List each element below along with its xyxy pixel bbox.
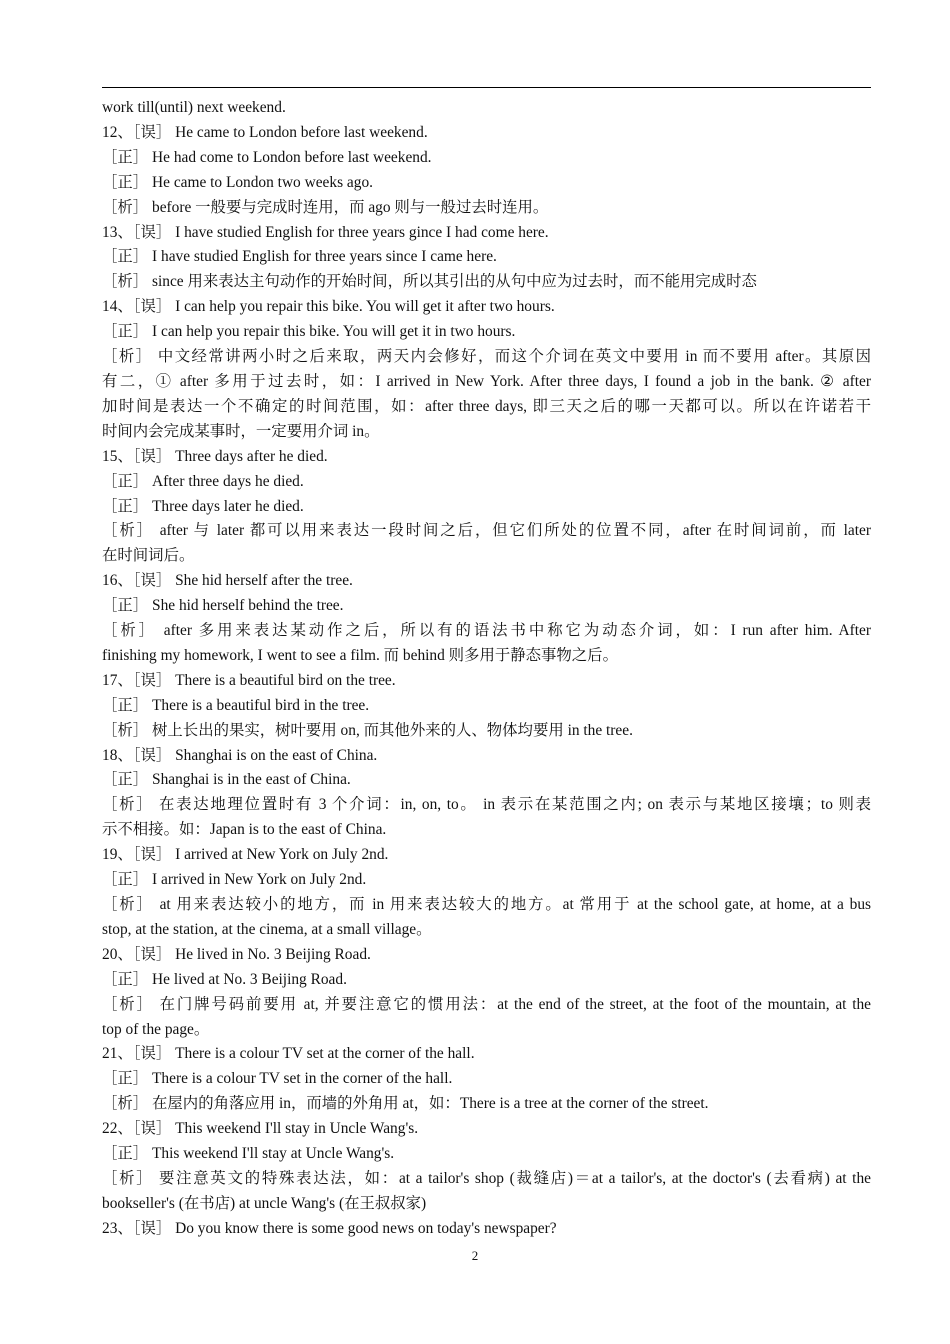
text-line: ［正］ There is a colour TV set in the corner of the hall.	[102, 1070, 453, 1088]
text-line: ［析］ 在屋内的角落应用 in，而墙的外角用 at，如：There is a tree at the corner of the street.	[102, 1095, 709, 1113]
text-line: ［析］ 中文经常讲两小时之后来取，两天内会修好，而这个介词在英文中要用 in 而不要用 after。其原因	[102, 348, 871, 366]
text-line: 23、［误］ Do you know there is some good news on today's newspaper?	[102, 1219, 557, 1237]
text-line: 18、［误］ Shanghai is on the east of China.	[102, 746, 378, 764]
text-line: 14、［误］ I can help you repair this bike. You will get it after two hours.	[102, 298, 555, 316]
text-line: ［正］ He lived at No. 3 Beijing Road.	[102, 970, 347, 988]
text-line: ［析］ 在表达地理位置时有 3 个介词：in, on, to。 in 表示在某范围之内; on 表示与某地区接壤；to 则表	[102, 796, 871, 814]
text-line: ［析］ after 多用来表达某动作之后，所以有的语法书中称它为动态介词，如：I run after him. After	[102, 622, 871, 640]
text-line: ［析］ since 用来表达主句动作的开始时间，所以其引出的从句中应为过去时，而不能用完成时态	[102, 273, 757, 291]
text-line: bookseller's (在书店) at uncle Wang's (在王叔叔家)	[102, 1194, 427, 1212]
text-line: 示不相接。如：Japan is to the east of China.	[102, 821, 387, 839]
text-line: ［析］ at 用来表达较小的地方，而 in 用来表达较大的地方。at 常用于 at the school gate, at home, at a bus	[102, 896, 871, 913]
page-number: 2	[471, 1248, 479, 1263]
text-line: ［正］ This weekend I'll stay at Uncle Wang's.	[102, 1145, 395, 1163]
text-line: ［正］ Shanghai is in the east of China.	[102, 771, 351, 789]
text-line: ［正］ After three days he died.	[102, 472, 304, 490]
text-line: ［正］ She hid herself behind the tree.	[102, 597, 344, 615]
text-line: 22、［误］ This weekend I'll stay in Uncle Wang's.	[102, 1120, 419, 1138]
text-line: ［正］ He had come to London before last weekend.	[102, 148, 432, 166]
text-line: 加时间是表达一个不确定的时间范围，如：after three days, 即三天之后的哪一天都可以。所以在许诺若干	[102, 397, 871, 415]
text-line: 13、［误］ I have studied English for three years gince I had come here.	[102, 223, 549, 241]
text-line: ［正］ I can help you repair this bike. You will get it in two hours.	[102, 323, 516, 341]
text-line: 时间内会完成某事时，一定要用介词 in。	[102, 422, 380, 440]
text-line: 19、［误］ I arrived at New York on July 2nd.	[102, 846, 389, 864]
text-line: finishing my homework, I went to see a film. 而 behind 则多用于静态事物之后。	[102, 646, 618, 664]
text-line: ［正］ There is a beautiful bird in the tree.	[102, 696, 370, 714]
text-line: ［正］ He came to London two weeks ago.	[102, 173, 373, 191]
text-line: 在时间词后。	[102, 547, 195, 565]
text-line: ［析］ after 与 later 都可以用来表达一段时间之后，但它们所处的位置不同，after 在时间词前，而 later	[102, 522, 871, 540]
header-rule	[102, 87, 871, 88]
text-line: 15、［误］ Three days after he died.	[102, 447, 328, 465]
text-line: stop, at the station, at the cinema, at a small village。	[102, 920, 432, 938]
text-line: 16、［误］ She hid herself after the tree.	[102, 572, 353, 590]
text-line: ［析］ 树上长出的果实，树叶要用 on, 而其他外来的人、物体均要用 in the tree.	[102, 721, 633, 739]
text-line: 17、［误］ There is a beautiful bird on the tree.	[102, 671, 396, 689]
text-line: 有二，① after 多用于过去时，如：I arrived in New York. After three days, I found a job in the bank. ② after	[102, 372, 871, 390]
text-line: ［析］ 在门牌号码前要用 at, 并要注意它的惯用法：at the end of the street, at the foot of the mountain, at the	[102, 995, 871, 1013]
text-line: ［正］ I have studied English for three years since I came here.	[102, 248, 497, 266]
text-line: ［析］ before 一般要与完成时连用，而 ago 则与一般过去时连用。	[102, 198, 549, 216]
text-line: top of the page。	[102, 1020, 210, 1038]
document-body	[102, 96, 871, 1242]
text-line: 21、［误］ There is a colour TV set at the corner of the hall.	[102, 1045, 475, 1063]
text-line: 20、［误］ He lived in No. 3 Beijing Road.	[102, 945, 371, 963]
text-line: work till(until) next weekend.	[102, 99, 286, 116]
text-line: ［正］ I arrived in New York on July 2nd.	[102, 871, 367, 889]
text-line: 12、［误］ He came to London before last weekend.	[102, 123, 428, 141]
text-line: ［正］ Three days later he died.	[102, 497, 304, 515]
text-line: ［析］ 要注意英文的特殊表达法，如：at a tailor's shop (裁缝店)＝at a tailor's, at the doctor's (去看病) at the	[102, 1169, 871, 1187]
